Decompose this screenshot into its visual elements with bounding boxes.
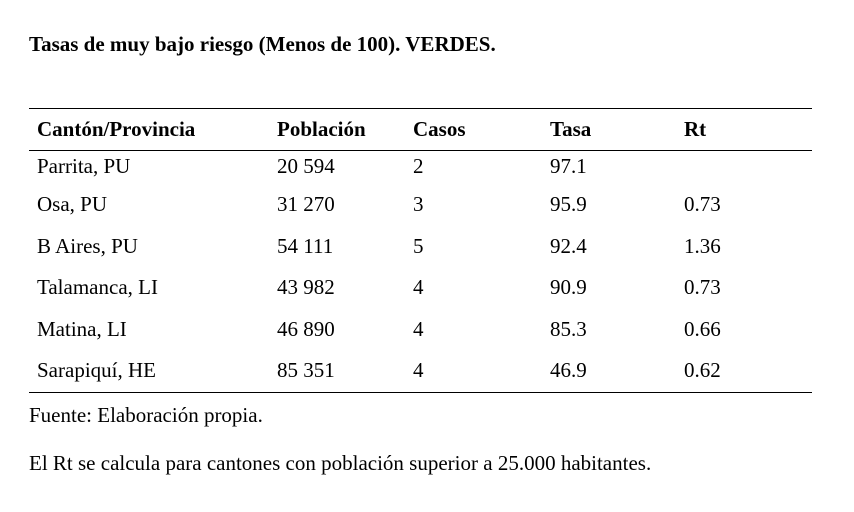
cell-rt: 0.66: [684, 316, 721, 341]
cell-canton: Talamanca, LI: [37, 275, 158, 300]
cell-canton: Osa, PU: [37, 192, 108, 217]
cell-rt: 0.73: [684, 275, 721, 300]
cell-casos: 4: [413, 275, 424, 300]
header-canton: Cantón/Provincia: [29, 109, 269, 151]
cell-canton: Sarapiquí, HE: [29, 350, 269, 392]
table-row: [29, 184, 812, 226]
table-header-row: [29, 109, 812, 151]
cell-tasa: 95.9: [550, 192, 587, 217]
cell-canton: Parrita, PU: [37, 154, 131, 178]
cell-casos: 4: [405, 350, 542, 392]
source-note: Fuente: Elaboración propia.: [29, 403, 263, 427]
cell-rt: 0.73: [684, 192, 721, 217]
cell-tasa: 90.9: [550, 275, 587, 300]
cell-casos: 5: [413, 233, 424, 258]
table-row: [29, 350, 812, 392]
cell-rt: 1.36: [684, 233, 721, 258]
document-title: Tasas de muy bajo riesgo (Menos de 100). VERDES.: [29, 32, 496, 56]
table-row: [29, 151, 812, 185]
cell-poblacion: 85 351: [269, 350, 405, 392]
cell-casos: 4: [413, 316, 424, 341]
footnote: El Rt se calcula para cantones con población superior a 25.000 habitantes.: [29, 451, 652, 475]
table-row: [29, 267, 812, 309]
header-casos: Casos: [405, 109, 542, 151]
cell-rt: 0.62: [676, 350, 812, 392]
cell-tasa: 92.4: [550, 233, 587, 258]
cell-rt: [676, 151, 812, 185]
header-poblacion: Población: [269, 109, 405, 151]
cell-tasa: 97.1: [550, 154, 587, 178]
table-row: [29, 309, 812, 351]
cell-poblacion: 43 982: [277, 275, 335, 300]
cell-poblacion: 54 111: [277, 233, 334, 258]
cell-poblacion: 46 890: [277, 316, 335, 341]
header-tasa: Tasa: [542, 109, 676, 151]
cell-casos: 3: [413, 192, 424, 217]
cell-poblacion: 31 270: [277, 192, 335, 217]
cell-canton: B Aires, PU: [37, 233, 138, 258]
risk-rates-table: [29, 108, 812, 393]
cell-tasa: 46.9: [542, 350, 676, 392]
cell-tasa: 85.3: [550, 316, 587, 341]
cell-canton: Matina, LI: [37, 316, 127, 341]
table-row: [29, 226, 812, 268]
header-rt: Rt: [676, 109, 812, 151]
cell-casos: 2: [413, 154, 424, 178]
cell-poblacion: 20 594: [277, 154, 335, 178]
